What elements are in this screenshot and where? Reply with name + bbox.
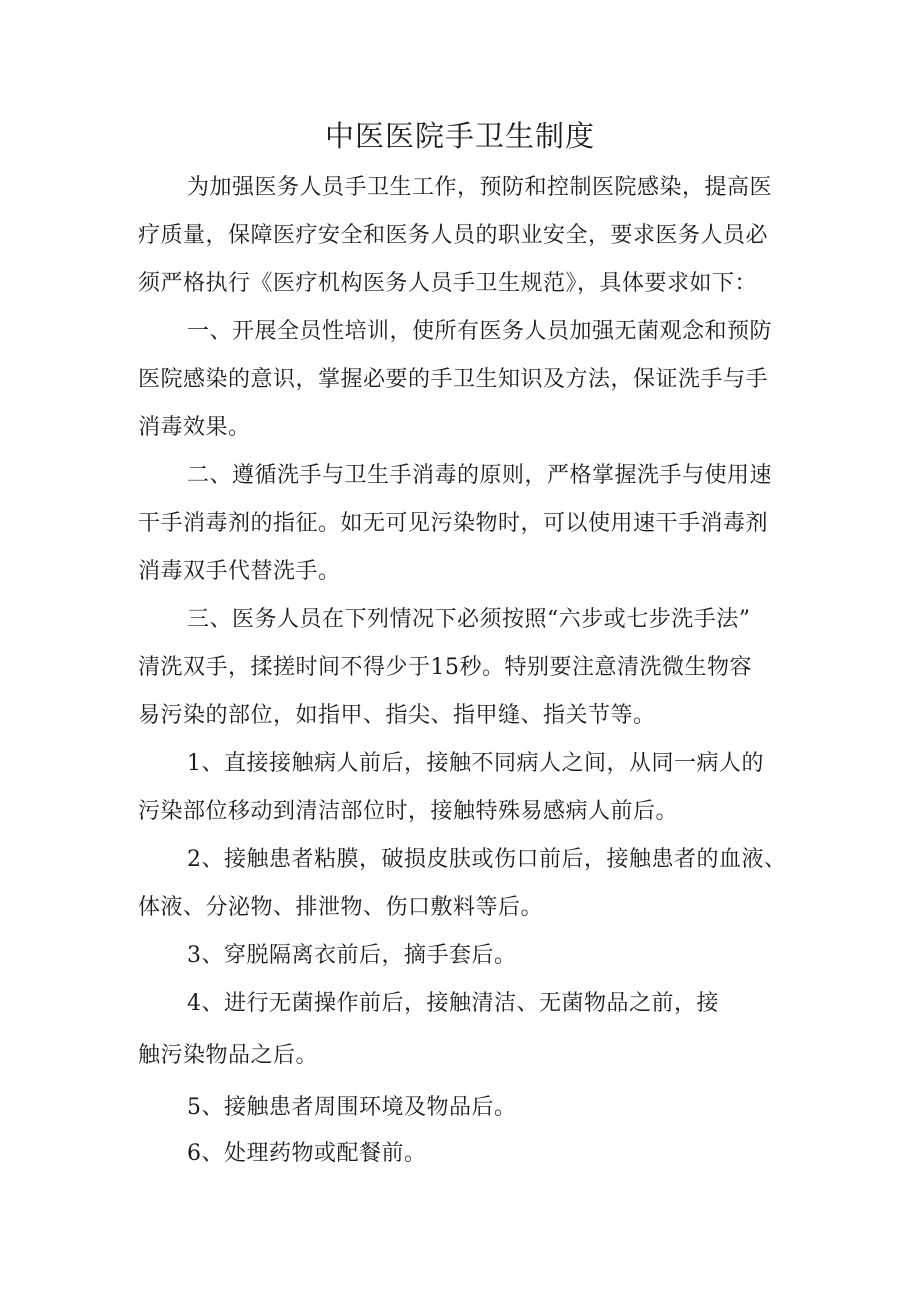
paragraph-intro-line-1: 为加强医务人员手卫生工作，预防和控制医院感染，提高医 bbox=[187, 175, 773, 200]
item-1-line-2: 污染部位移动到清洁部位时，接触特殊易感病人前后。 bbox=[138, 799, 679, 824]
item-5-line-1: 5、接触患者周围环境及物品后。 bbox=[187, 1095, 517, 1120]
section-1-line-2: 医院感染的意识，掌握必要的手卫生知识及方法，保证洗手与手 bbox=[138, 367, 769, 392]
item-4-line-1: 4、进行无菌操作前后，接触清洁、无菌物品之前，接 bbox=[187, 991, 719, 1016]
paragraph-intro-line-2: 疗质量，保障医疗安全和医务人员的职业安全，要求医务人员必 bbox=[138, 223, 769, 248]
item-6-line-1: 6、处理药物或配餐前。 bbox=[187, 1141, 427, 1166]
item-2-line-2: 体液、分泌物、排泄物、伤口敷料等后。 bbox=[138, 895, 544, 920]
item-2-line-1: 2、接触患者粘膜，破损皮肤或伤口前后，接触患者的血液、 bbox=[187, 847, 787, 872]
section-3-line-3: 易污染的部位，如指甲、指尖、指甲缝、指关节等。 bbox=[138, 703, 656, 728]
section-1-line-3: 消毒效果。 bbox=[138, 415, 251, 440]
section-1-line-1: 一、开展全员性培训，使所有医务人员加强无菌观念和预防 bbox=[187, 319, 773, 344]
section-3-line-2: 清洗双手，揉搓时间不得少于15秒。特别要注意清洗微生物容 bbox=[138, 655, 752, 680]
section-2-line-2: 干手消毒剂的指征。如无可见污染物时，可以使用速干手消毒剂 bbox=[138, 511, 769, 536]
section-2-line-3: 消毒双手代替洗手。 bbox=[138, 559, 341, 584]
item-1-line-1: 1、直接接触病人前后，接触不同病人之间，从同一病人的 bbox=[187, 751, 764, 776]
item-3-line-1: 3、穿脱隔离衣前后，摘手套后。 bbox=[187, 943, 517, 968]
section-2-line-1: 二、遵循洗手与卫生手消毒的原则，严格掌握洗手与使用速 bbox=[187, 463, 773, 488]
document-title: 中医医院手卫生制度 bbox=[324, 119, 595, 153]
section-3-line-1: 三、医务人员在下列情况下必须按照“六步或七步洗手法” bbox=[187, 607, 751, 632]
item-4-line-2: 触污染物品之后。 bbox=[138, 1043, 319, 1068]
paragraph-intro-line-3: 须严格执行《医疗机构医务人员手卫生规范》，具体要求如下： bbox=[138, 271, 758, 296]
